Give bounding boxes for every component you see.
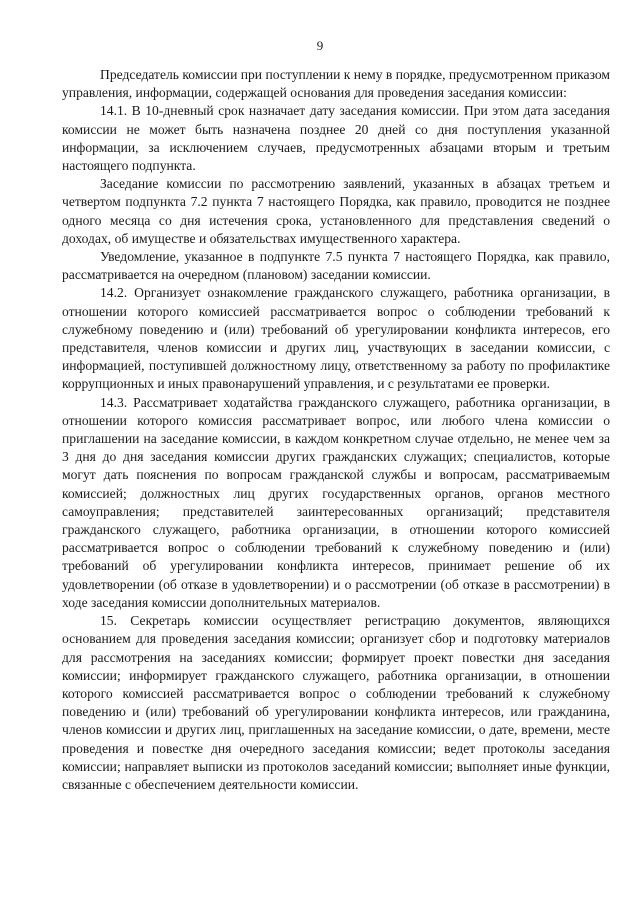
paragraph-15: 15. Секретарь комиссии осуществляет регистрацию документов, являющихся основанием для проведения заседания комиссии; организует сбор и подготовку материалов для рассмотрения на заседаниях комиссии; формирует проект повестки дня заседания комиссии; информирует гражданского служащего, работника организации, в отношении которого комиссией рассматривается вопрос о соблюдении требований к служебному поведению и (или) требований об урегулировании конфликта интересов, или гражданина, членов комиссии и других лиц, приглашенных на заседание комиссии, о дате, времени, месте проведения и повестке дня очередного заседания комиссии; ведет протоколы заседания комиссии; направляет выписки из протоколов заседаний комиссии; выполняет иные функции, связанные с обеспечением деятельности комиссии. [62,613,610,792]
paragraph-14-1: 14.1. В 10-дневный срок назначает дату заседания комиссии. При этом дата заседания комиссии не может быть назначена позднее 20 дней со дня поступления указанной информации, за исключением случаев, предусмотренных абзацами вторым и третьим настоящего подпункта. [62,103,610,174]
page-number: 9 [316,38,324,53]
paragraph-14-1-notification: Уведомление, указанное в подпункте 7.5 пункта 7 настоящего Порядка, как правило, рассматривается на очередном (плановом) заседании комиссии. [62,249,610,283]
paragraph-14-2: 14.2. Организует ознакомление гражданского служащего, работника организации, в отношении которого комиссией рассматривается вопрос о соблюдении требований к служебному поведению и (или) требований об урегулировании конфликта интересов, его представителя, членов комиссии и других лиц, участвующих в заседании комиссии, с информацией, поступившей должностному лицу, ответственному за работу по профилактике коррупционных и иных правонарушений управления, и с результатами ее проверки. [62,285,610,392]
paragraph-14-1-meeting-deadline: Заседание комиссии по рассмотрению заявлений, указанных в абзацах третьем и четвертом подпункта 7.2 пункта 7 настоящего Порядка, как правило, проводится не позднее одного месяца со дня истечения срока, установленного для представления сведений о доходах, об имуществе и обязательствах имущественного характера. [62,176,610,246]
document-body [62,66,610,794]
paragraph-14-3: 14.3. Рассматривает ходатайства гражданского служащего, работника организации, в отношении которого комиссия рассматривает вопрос, или любого члена комиссии о приглашении на заседание комиссии, в каждом конкретном случае отдельно, не менее чем за 3 дня до дня заседания комиссии других гражданских служащих; специалистов, которые могут дать пояснения по вопросам гражданской службы и вопросам, рассматриваемым комиссией; должностных лиц других государственных органов, органов местного самоуправления; представителей заинтересованных организаций; представителя гражданского служащего, работника организации, в отношении которого комиссией рассматривается вопрос о соблюдении требований к служебному поведению и (или) требований об урегулировании конфликта интересов, принимает решение об их удовлетворении (об отказе в удовлетворении) и о рассмотрении (об отказе в рассмотрении) в ходе заседания комиссии дополнительных материалов. [62,394,610,610]
paragraph-chairman-intro: Председатель комиссии при поступлении к нему в порядке, предусмотренном приказом управления, информации, содержащей основания для проведения заседания комиссии: [62,67,610,101]
